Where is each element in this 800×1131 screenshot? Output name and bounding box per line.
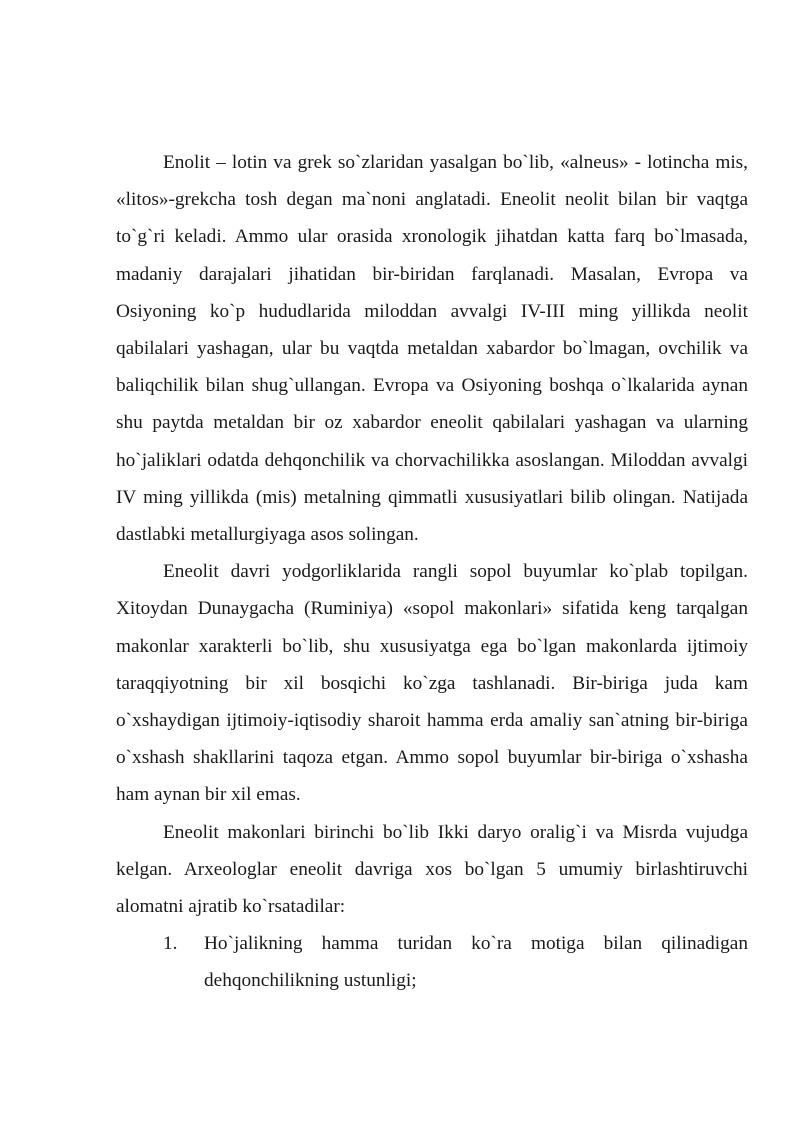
features-list xyxy=(116,925,748,999)
list-item xyxy=(116,925,748,999)
paragraph-eneolit-settlements: Eneolit makonlari birinchi bo`lib Ikki daryo oralig`i va Misrda vujudga kelgan. Arxeologlar eneolit davriga xos bo`lgan 5 umumiy birlashtiruvchi alomatni ajratib ko`rsatadilar: xyxy=(116,821,748,918)
document-page xyxy=(116,144,748,1000)
list-item-number: 1. xyxy=(163,933,178,955)
list-item-text: Ho`jalikning hamma turidan ko`ra motiga bilan qilinadigan dehqonchilikning ustunligi; xyxy=(204,933,748,992)
paragraph-pottery-finds: Eneolit davri yodgorliklarida rangli sopol buyumlar ko`plab topilgan. Xitoydan Dunaygacha (Ruminiya) «sopol makonlari» sifatida keng tarqalgan makonlar xarakterli bo`lib, shu xususiyatga ega bo`lgan makonlarda ijtimoiy taraqqiyotning bir xil bosqichi ko`zga tashlanadi. Bir-biriga juda kam o`xshaydigan ijtimoiy-iqtisodiy sharoit hamma erda amaliy san`atning bir-biriga o`xshash shakllarini taqoza etgan. Ammo sopol buyumlar bir-biriga o`xshasha ham aynan bir xil emas. xyxy=(116,561,748,806)
paragraph-eneolit-definition: Enolit – lotin va grek so`zlaridan yasalgan bo`lib, «alneus» - lotincha mis, «litos»-grekcha tosh degan ma`noni anglatadi. Eneolit neolit bilan bir vaqtga to`g`ri keladi. Ammo ular orasida xronologik jihatdan katta farq bo`lmasada, madaniy darajalari jihatidan bir-biridan farqlanadi. Masalan, Evropa va Osiyoning ko`p hududlarida miloddan avvalgi IV-III ming yillikda neolit qabilalari yashagan, ular bu vaqtda metaldan xabardor bo`lmagan, ovchilik va baliqchilik bilan shug`ullangan. Evropa va Osiyoning boshqa o`lkalarida aynan shu paytda metaldan bir oz xabardor eneolit qabilalari yashagan va ularning ho`jaliklari odatda dehqonchilik va chorvachilikka asoslangan. Miloddan avvalgi IV ming yillikda (mis) metalning qimmatli xususiyatlari bilib olingan. Natijada dastlabki metallurgiyaga asos solingan. xyxy=(116,152,748,546)
